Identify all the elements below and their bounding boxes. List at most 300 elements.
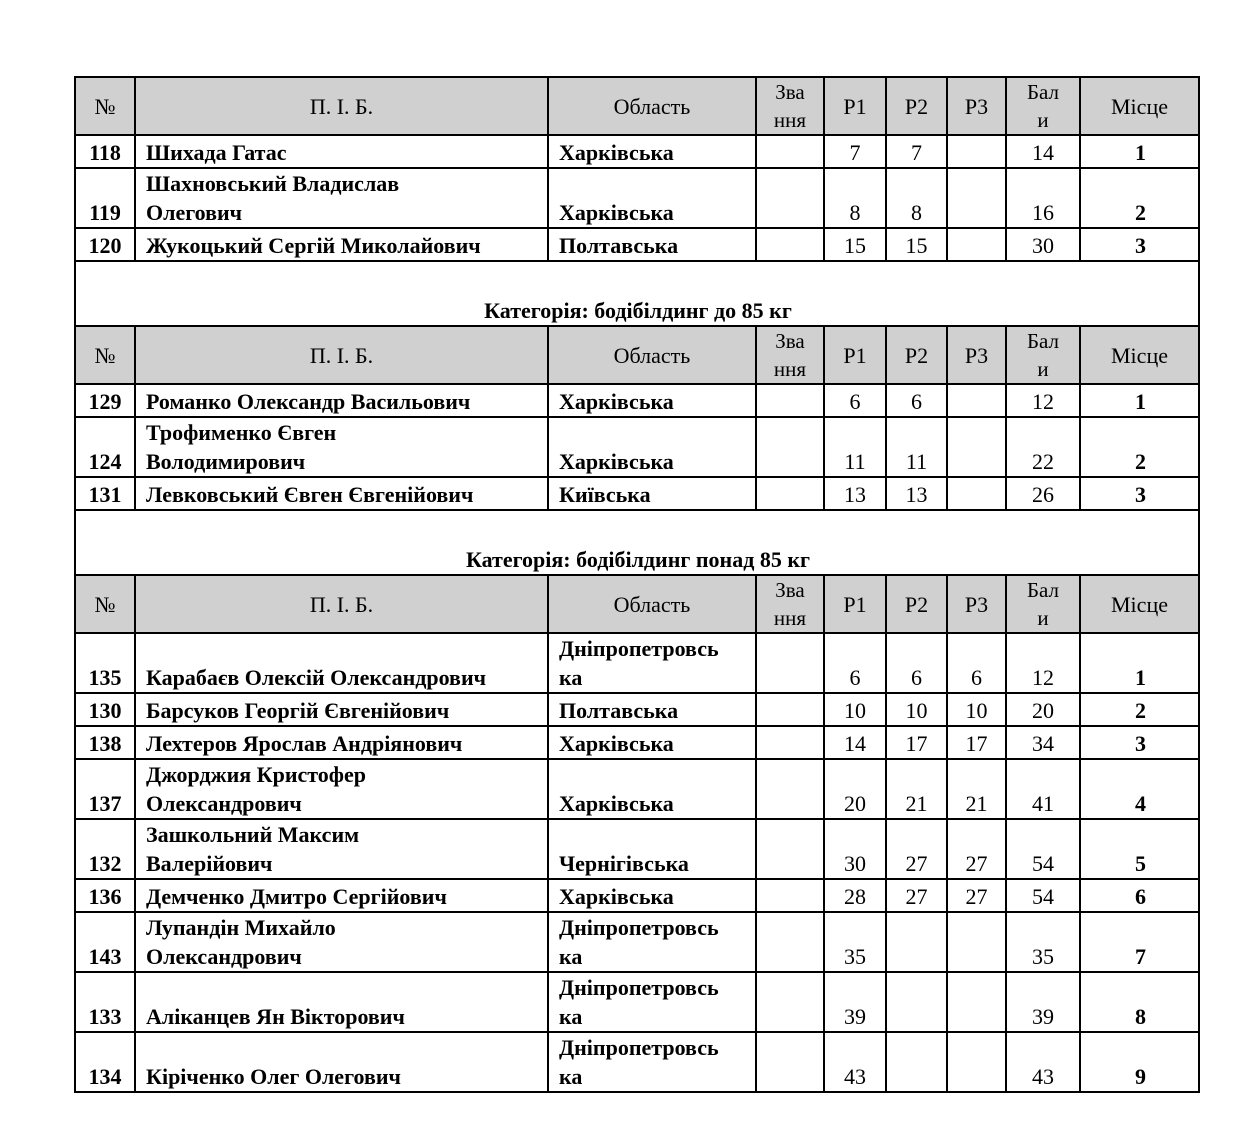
table-row <box>75 693 1199 726</box>
cell-score <box>1006 693 1080 726</box>
header-label: Зва <box>775 80 805 104</box>
score-value: 54 <box>1032 851 1054 876</box>
cell-name <box>135 972 548 1032</box>
p2-value: 15 <box>905 233 928 258</box>
header-label: Місце <box>1111 342 1168 368</box>
bib-number: 131 <box>88 482 122 507</box>
category-text: Категорія: бодібілдинг до 85 кг <box>484 298 792 323</box>
cell-score <box>1006 1032 1080 1092</box>
cell-p3 <box>947 1032 1006 1092</box>
cell-name <box>135 384 548 417</box>
category-row <box>75 261 1199 326</box>
cell-score <box>1006 633 1080 693</box>
header-region <box>548 575 756 633</box>
region-name: Чернігівська <box>559 851 689 876</box>
cell-score <box>1006 135 1080 168</box>
cell-place <box>1080 726 1199 759</box>
header-p2 <box>886 326 947 384</box>
header-label: ння <box>773 357 807 381</box>
cell-p2 <box>886 693 947 726</box>
athlete-name: Шихада Гатас <box>146 140 287 165</box>
header-region <box>548 77 756 135</box>
bib-number: 136 <box>88 884 122 909</box>
region-name: Дніпропетровсь <box>559 1035 719 1060</box>
region-name: Харківська <box>559 731 674 756</box>
athlete-name: Олександрович <box>146 944 302 969</box>
table-row <box>75 417 1199 477</box>
category-title <box>75 510 1199 575</box>
cell-name <box>135 1032 548 1092</box>
cell-name <box>135 879 548 912</box>
header-label: ння <box>773 606 807 630</box>
cell-place <box>1080 912 1199 972</box>
results-table <box>74 76 1200 1093</box>
cell-rank <box>756 168 824 228</box>
table-row <box>75 879 1199 912</box>
cell-rank <box>756 759 824 819</box>
cell-num <box>75 726 135 759</box>
cell-place <box>1080 228 1199 261</box>
cell-p1 <box>824 135 886 168</box>
cell-name <box>135 228 548 261</box>
cell-region <box>548 417 756 477</box>
place-value: 5 <box>1135 851 1146 876</box>
region-name: Полтавська <box>559 698 679 723</box>
athlete-name: Карабаєв Олексій Олександрович <box>146 665 487 690</box>
place-value: 6 <box>1135 884 1146 909</box>
p2-value: 6 <box>911 389 922 414</box>
region-name: Харківська <box>559 200 674 225</box>
region-name: Дніпропетровсь <box>559 915 719 940</box>
cell-p1 <box>824 693 886 726</box>
p3-value: 10 <box>965 698 988 723</box>
cell-region <box>548 384 756 417</box>
cell-place <box>1080 819 1199 879</box>
cell-p3 <box>947 168 1006 228</box>
cell-p3 <box>947 759 1006 819</box>
region-name: Дніпропетровсь <box>559 975 719 1000</box>
athlete-name: Шахновський Владислав <box>146 171 400 196</box>
header-label: и <box>1037 357 1049 381</box>
cell-region <box>548 819 756 879</box>
header-label: П. І. Б. <box>309 591 374 617</box>
cell-rank <box>756 477 824 510</box>
header-label: Р3 <box>964 591 989 617</box>
cell-p3 <box>947 726 1006 759</box>
region-name: Полтавська <box>559 233 679 258</box>
p1-value: 8 <box>849 200 861 225</box>
header-p1 <box>824 575 886 633</box>
p1-value: 35 <box>844 944 866 969</box>
table-header-row <box>75 326 1199 384</box>
p1-value: 30 <box>844 851 866 876</box>
header-name <box>135 77 548 135</box>
header-label: Р3 <box>964 93 989 119</box>
cell-rank <box>756 879 824 912</box>
region-name: ка <box>559 944 583 969</box>
cell-p2 <box>886 759 947 819</box>
region-name: ка <box>559 1004 583 1029</box>
p3-value: 17 <box>965 731 988 756</box>
cell-rank <box>756 972 824 1032</box>
cell-score <box>1006 912 1080 972</box>
place-value: 2 <box>1135 449 1146 474</box>
region-name: Харківська <box>559 389 674 414</box>
cell-p3 <box>947 972 1006 1032</box>
athlete-name: Володимирович <box>146 449 306 474</box>
cell-rank <box>756 912 824 972</box>
cell-p2 <box>886 477 947 510</box>
cell-p2 <box>886 879 947 912</box>
cell-num <box>75 759 135 819</box>
cell-p1 <box>824 759 886 819</box>
cell-p1 <box>824 912 886 972</box>
bib-number: 137 <box>88 791 122 816</box>
score-value: 41 <box>1032 791 1054 816</box>
table-header-row <box>75 575 1199 633</box>
header-place <box>1080 575 1199 633</box>
cell-score <box>1006 477 1080 510</box>
cell-score <box>1006 879 1080 912</box>
header-p2 <box>886 575 947 633</box>
athlete-name: Барсуков Георгій Євгенійович <box>146 698 450 723</box>
table-row <box>75 135 1199 168</box>
cell-num <box>75 417 135 477</box>
cell-num <box>75 879 135 912</box>
cell-rank <box>756 633 824 693</box>
cell-num <box>75 135 135 168</box>
header-p3 <box>947 326 1006 384</box>
cell-num <box>75 972 135 1032</box>
table-row <box>75 819 1199 879</box>
score-value: 12 <box>1032 389 1054 414</box>
bib-number: 118 <box>89 140 121 165</box>
category-text: Категорія: бодібілдинг понад 85 кг <box>465 547 811 572</box>
region-name: Харківська <box>559 884 674 909</box>
header-label: Бал <box>1026 80 1060 104</box>
cell-place <box>1080 972 1199 1032</box>
p1-value: 15 <box>844 233 866 258</box>
table-row <box>75 477 1199 510</box>
score-value: 43 <box>1032 1064 1054 1089</box>
header-label: Зва <box>775 329 805 353</box>
bib-number: 120 <box>88 233 122 258</box>
region-name: Харківська <box>559 449 674 474</box>
cell-region <box>548 879 756 912</box>
region-name: ка <box>559 665 583 690</box>
cell-place <box>1080 168 1199 228</box>
header-p3 <box>947 575 1006 633</box>
cell-p1 <box>824 726 886 759</box>
p1-value: 39 <box>844 1004 866 1029</box>
athlete-name: Кіріченко Олег Олегович <box>146 1064 401 1089</box>
cell-place <box>1080 693 1199 726</box>
athlete-name: Лупандін Михайло <box>146 915 336 940</box>
region-name: ка <box>559 1064 583 1089</box>
athlete-name: Джорджия Кристофер <box>146 762 367 787</box>
bib-number: 119 <box>89 200 121 225</box>
athlete-name: Романко Олександр Васильович <box>146 389 471 414</box>
p3-value: 21 <box>965 791 988 816</box>
cell-p2 <box>886 726 947 759</box>
cell-region <box>548 477 756 510</box>
table-row <box>75 633 1199 693</box>
cell-region <box>548 693 756 726</box>
cell-region <box>548 1032 756 1092</box>
bib-number: 143 <box>88 944 122 969</box>
header-score <box>1006 77 1080 135</box>
p1-value: 6 <box>849 389 861 414</box>
cell-num <box>75 228 135 261</box>
header-label: Область <box>613 591 691 617</box>
cell-rank <box>756 693 824 726</box>
cell-score <box>1006 972 1080 1032</box>
cell-p2 <box>886 633 947 693</box>
cell-p2 <box>886 972 947 1032</box>
cell-region <box>548 135 756 168</box>
bib-number: 134 <box>88 1064 122 1089</box>
cell-p3 <box>947 819 1006 879</box>
header-score <box>1006 326 1080 384</box>
place-value: 9 <box>1135 1064 1146 1089</box>
table-row <box>75 759 1199 819</box>
header-place <box>1080 326 1199 384</box>
cell-p2 <box>886 417 947 477</box>
p2-value: 13 <box>905 482 928 507</box>
cell-p1 <box>824 1032 886 1092</box>
cell-p1 <box>824 819 886 879</box>
header-label: № <box>94 342 116 368</box>
p2-value: 8 <box>911 200 922 225</box>
cell-rank <box>756 726 824 759</box>
p2-value: 7 <box>911 140 922 165</box>
header-label: Р2 <box>904 591 929 617</box>
bib-number: 138 <box>88 731 122 756</box>
cell-place <box>1080 1032 1199 1092</box>
bib-number: 135 <box>88 665 122 690</box>
score-value: 35 <box>1032 944 1054 969</box>
cell-score <box>1006 384 1080 417</box>
header-label: и <box>1037 606 1049 630</box>
place-value: 2 <box>1135 698 1146 723</box>
score-value: 39 <box>1032 1004 1054 1029</box>
cell-region <box>548 759 756 819</box>
athlete-name: Зашкольний Максим <box>146 822 360 847</box>
athlete-name: Жукоцький Сергій Миколайович <box>146 233 481 258</box>
cell-place <box>1080 633 1199 693</box>
cell-p2 <box>886 168 947 228</box>
score-value: 54 <box>1032 884 1054 909</box>
cell-name <box>135 168 548 228</box>
bib-number: 124 <box>88 449 122 474</box>
cell-place <box>1080 135 1199 168</box>
header-label: и <box>1037 108 1049 132</box>
header-label: Місце <box>1111 93 1168 119</box>
header-label: П. І. Б. <box>309 93 374 119</box>
header-label: Місце <box>1111 591 1168 617</box>
cell-name <box>135 417 548 477</box>
score-value: 16 <box>1032 200 1054 225</box>
cell-name <box>135 759 548 819</box>
athlete-name: Валерійович <box>146 851 273 876</box>
athlete-name: Аліканцев Ян Вікторович <box>146 1004 405 1029</box>
place-value: 1 <box>1135 665 1146 690</box>
header-num <box>75 575 135 633</box>
region-name: Харківська <box>559 140 674 165</box>
header-num <box>75 77 135 135</box>
header-label: Зва <box>775 578 805 602</box>
p1-value: 14 <box>844 731 866 756</box>
header-label: Р1 <box>843 342 867 368</box>
cell-name <box>135 726 548 759</box>
p3-value: 27 <box>965 884 988 909</box>
place-value: 3 <box>1135 233 1146 258</box>
place-value: 3 <box>1135 731 1146 756</box>
header-name <box>135 575 548 633</box>
cell-p2 <box>886 384 947 417</box>
cell-rank <box>756 819 824 879</box>
cell-p3 <box>947 693 1006 726</box>
cell-name <box>135 693 548 726</box>
cell-rank <box>756 135 824 168</box>
athlete-name: Демченко Дмитро Сергійович <box>146 884 447 909</box>
p1-value: 20 <box>844 791 866 816</box>
cell-p2 <box>886 1032 947 1092</box>
header-rank <box>756 326 824 384</box>
cell-p1 <box>824 879 886 912</box>
header-label: Область <box>613 93 691 119</box>
score-value: 20 <box>1032 698 1054 723</box>
cell-p2 <box>886 135 947 168</box>
cell-p1 <box>824 477 886 510</box>
cell-rank <box>756 384 824 417</box>
score-value: 12 <box>1032 665 1054 690</box>
cell-p1 <box>824 228 886 261</box>
header-p3 <box>947 77 1006 135</box>
cell-p1 <box>824 972 886 1032</box>
p1-value: 13 <box>844 482 866 507</box>
p2-value: 17 <box>905 731 928 756</box>
p3-value: 27 <box>965 851 988 876</box>
athlete-name: Трофименко Євген <box>146 420 337 445</box>
p2-value: 21 <box>905 791 928 816</box>
table-row <box>75 972 1199 1032</box>
header-label: Бал <box>1026 329 1060 353</box>
cell-name <box>135 633 548 693</box>
cell-name <box>135 135 548 168</box>
cell-score <box>1006 726 1080 759</box>
header-num <box>75 326 135 384</box>
score-value: 22 <box>1032 449 1054 474</box>
cell-p3 <box>947 477 1006 510</box>
place-value: 7 <box>1135 944 1146 969</box>
cell-region <box>548 633 756 693</box>
cell-score <box>1006 759 1080 819</box>
header-name <box>135 326 548 384</box>
cell-p1 <box>824 168 886 228</box>
athlete-name: Олегович <box>146 200 243 225</box>
cell-score <box>1006 417 1080 477</box>
cell-place <box>1080 417 1199 477</box>
cell-p1 <box>824 384 886 417</box>
header-label: ння <box>773 108 807 132</box>
score-value: 34 <box>1032 731 1054 756</box>
cell-num <box>75 693 135 726</box>
category-title <box>75 261 1199 326</box>
cell-p3 <box>947 384 1006 417</box>
bib-number: 132 <box>88 851 122 876</box>
p1-value: 28 <box>844 884 866 909</box>
place-value: 3 <box>1135 482 1146 507</box>
header-label: Бал <box>1026 578 1060 602</box>
p2-value: 11 <box>905 449 928 474</box>
region-name: Дніпропетровсь <box>559 636 719 661</box>
cell-p1 <box>824 417 886 477</box>
table-row <box>75 1032 1199 1092</box>
cell-rank <box>756 1032 824 1092</box>
header-p2 <box>886 77 947 135</box>
athlete-name: Левковський Євген Євгенійович <box>146 482 474 507</box>
bib-number: 129 <box>88 389 122 414</box>
cell-p3 <box>947 135 1006 168</box>
header-label: П. І. Б. <box>309 342 374 368</box>
category-row <box>75 510 1199 575</box>
header-label: Область <box>613 342 691 368</box>
p1-value: 11 <box>844 449 866 474</box>
cell-region <box>548 168 756 228</box>
score-value: 26 <box>1032 482 1054 507</box>
cell-place <box>1080 759 1199 819</box>
table-row <box>75 168 1199 228</box>
cell-num <box>75 168 135 228</box>
cell-place <box>1080 384 1199 417</box>
bib-number: 133 <box>88 1004 122 1029</box>
p1-value: 6 <box>849 665 861 690</box>
cell-p3 <box>947 417 1006 477</box>
cell-p2 <box>886 819 947 879</box>
p1-value: 43 <box>844 1064 866 1089</box>
cell-num <box>75 384 135 417</box>
athlete-name: Олександрович <box>146 791 302 816</box>
cell-p1 <box>824 633 886 693</box>
cell-p3 <box>947 633 1006 693</box>
header-score <box>1006 575 1080 633</box>
header-rank <box>756 575 824 633</box>
cell-num <box>75 1032 135 1092</box>
region-name: Київська <box>559 482 651 507</box>
p2-value: 6 <box>911 665 922 690</box>
table-header-row <box>75 77 1199 135</box>
cell-name <box>135 912 548 972</box>
cell-region <box>548 228 756 261</box>
score-value: 14 <box>1032 140 1054 165</box>
cell-p3 <box>947 228 1006 261</box>
bib-number: 130 <box>88 698 122 723</box>
cell-num <box>75 912 135 972</box>
header-label: № <box>94 591 116 617</box>
cell-region <box>548 726 756 759</box>
place-value: 4 <box>1135 791 1146 816</box>
header-label: Р2 <box>904 93 929 119</box>
p3-value: 6 <box>971 665 982 690</box>
place-value: 1 <box>1135 389 1146 414</box>
p1-value: 10 <box>844 698 866 723</box>
place-value: 1 <box>1135 140 1146 165</box>
table-row <box>75 726 1199 759</box>
athlete-name: Лехтеров Ярослав Андріянович <box>146 731 463 756</box>
cell-place <box>1080 879 1199 912</box>
cell-num <box>75 477 135 510</box>
